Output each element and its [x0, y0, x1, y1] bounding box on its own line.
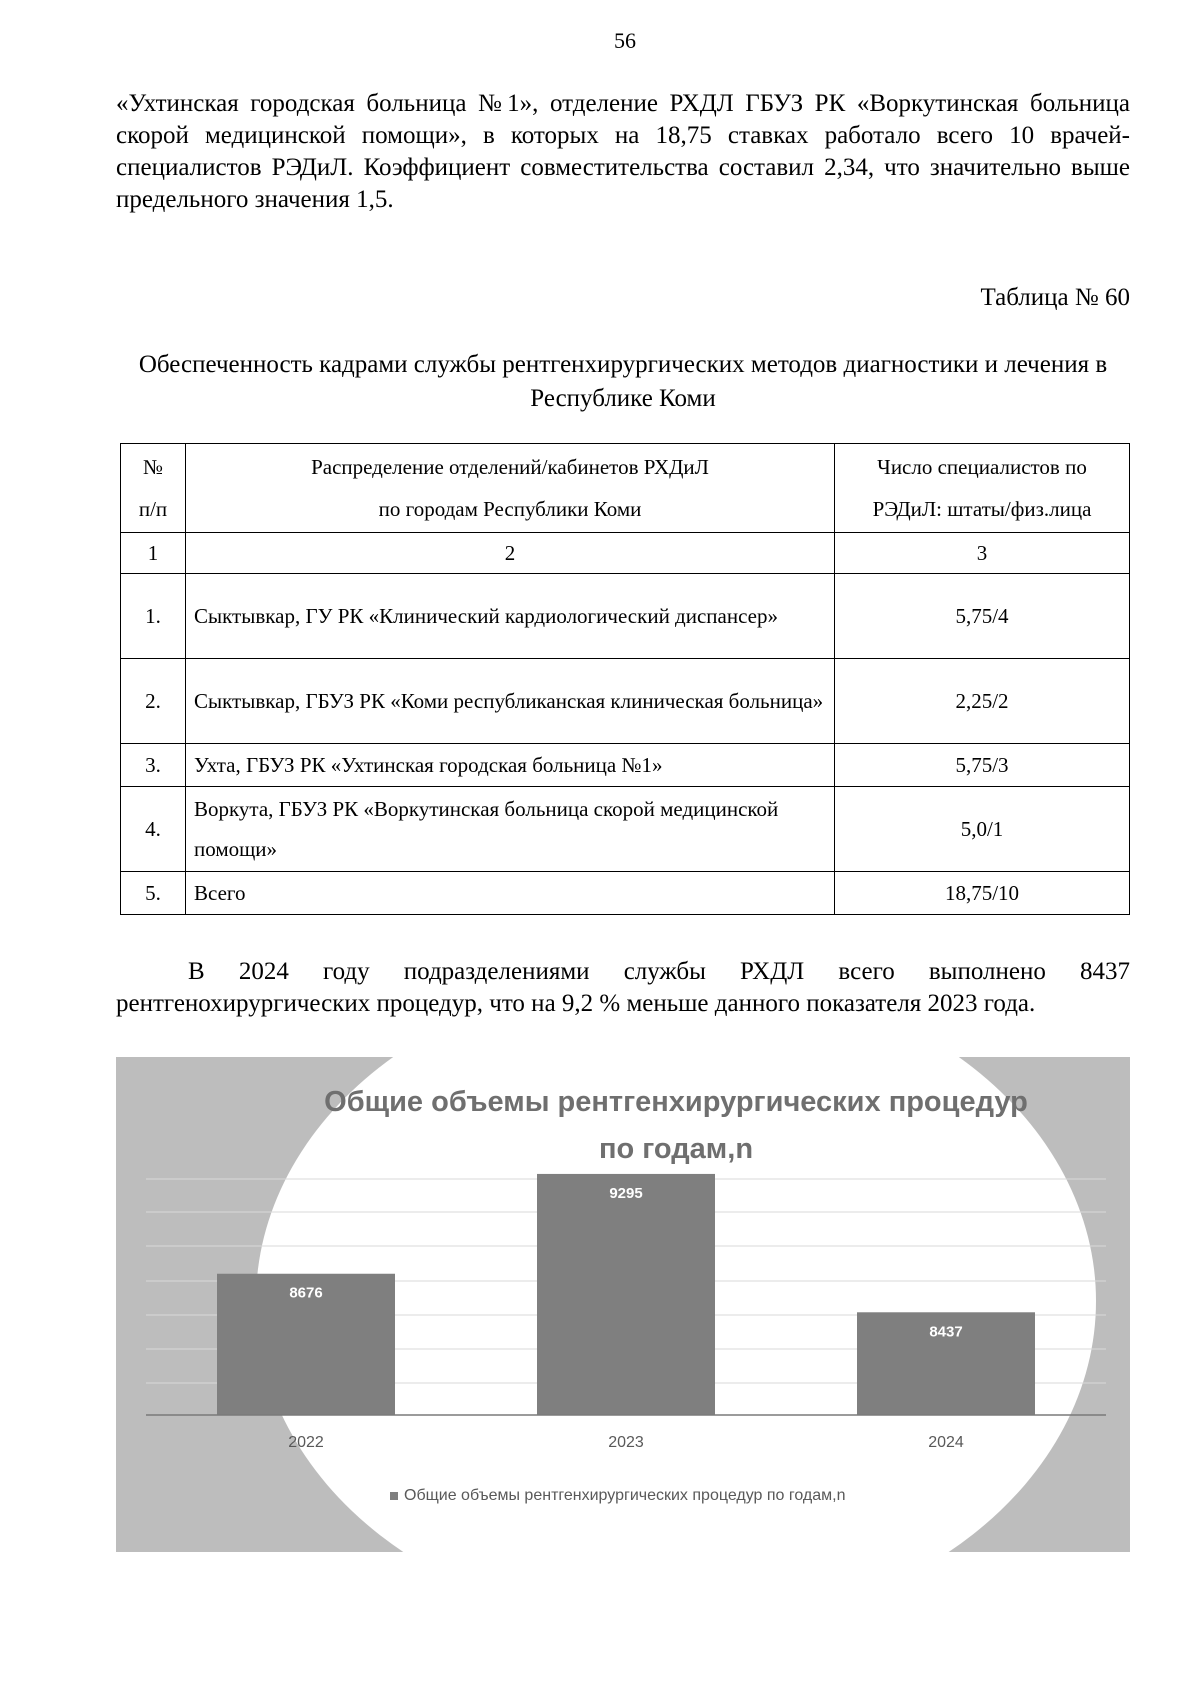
body-paragraph-1: «Ухтинская городская больница №1», отделение РХДЛ ГБУЗ РК «Воркутинская больница скорой медицинской помощи», в которых на 18,75 ставках работало всего 10 врачей-специалистов РЭДиЛ. Коэффициент совместительства составил 2,34, что значительно выше предельного значения 1,5. [116, 90, 1130, 213]
table-row [121, 574, 1130, 659]
table-header-row [121, 444, 1130, 533]
table-label: Таблица № 60 [980, 284, 1130, 311]
row-value: 18,75/10 [835, 872, 1130, 915]
x-tick-label: 2022 [288, 1434, 324, 1451]
page-number: 56 [614, 28, 636, 53]
table-column-numbers-row [121, 533, 1130, 574]
row-number: 5. [121, 872, 186, 915]
chart-legend: Общие объемы рентгенхирургических процедур по годам,n [404, 1487, 846, 1504]
bar-data-label: 8676 [289, 1284, 323, 1302]
chart-title-line2: по годам,n [598, 1133, 754, 1165]
header-distribution-line1: Распределение отделений/кабинетов РХДиЛ [311, 455, 709, 479]
row-number: 2. [121, 659, 186, 744]
row-number: 1. [121, 574, 186, 659]
header-specialists-line1: Число специалистов по [877, 455, 1087, 479]
header-specialists-line2: РЭДиЛ: штаты/физ.лица [872, 497, 1092, 521]
row-value: 5,0/1 [835, 787, 1130, 872]
bar-data-label: 8437 [929, 1323, 963, 1341]
x-tick-label: 2024 [928, 1434, 964, 1451]
staffing-table [120, 443, 1130, 915]
procedures-bar-chart [116, 1057, 1130, 1552]
table-row-total [121, 872, 1130, 915]
table-title: Обеспеченность кадрами службы рентгенхирургических методов диагностики и лечения в Республике Коми [138, 351, 1108, 412]
x-tick-label: 2023 [608, 1434, 644, 1451]
row-number: 3. [121, 744, 186, 787]
column-number: 1 [121, 533, 186, 574]
bar-data-label: 9295 [609, 1184, 643, 1202]
body-paragraph-2: В 2024 году подразделениями службы РХДЛ всего выполнено 8437 рентгенохирургических процедур, что на 9,2 % меньше данного показателя 2023 года. [116, 958, 1130, 1017]
chart-title-line1: Общие объемы рентгенхирургических процедур [324, 1086, 1028, 1118]
header-number [121, 444, 186, 533]
row-value: 5,75/3 [835, 744, 1130, 787]
row-name: Ухта, ГБУЗ РК «Ухтинская городская больница №1» [186, 744, 835, 787]
table-row [121, 744, 1130, 787]
header-specialists [835, 444, 1130, 533]
legend-swatch [390, 1492, 398, 1500]
header-number-line1: № [142, 455, 164, 479]
row-name: Всего [186, 872, 835, 915]
row-number: 4. [121, 787, 186, 872]
header-distribution-line2: по городам Республики Коми [378, 497, 642, 521]
chart-canvas [116, 1057, 1130, 1552]
column-number: 3 [835, 533, 1130, 574]
header-number-line2: п/п [138, 497, 168, 521]
row-value: 2,25/2 [835, 659, 1130, 744]
bar-2023 [537, 1174, 715, 1415]
row-name: Сыктывкар, ГБУЗ РК «Коми республиканская клиническая больница» [186, 659, 835, 744]
row-name: Сыктывкар, ГУ РК «Клинический кардиологический диспансер» [186, 574, 835, 659]
row-name: Воркута, ГБУЗ РК «Воркутинская больница скорой медицинской помощи» [186, 787, 835, 872]
column-number: 2 [186, 533, 835, 574]
table-row [121, 659, 1130, 744]
row-value: 5,75/4 [835, 574, 1130, 659]
header-distribution [186, 444, 835, 533]
table-row [121, 787, 1130, 872]
